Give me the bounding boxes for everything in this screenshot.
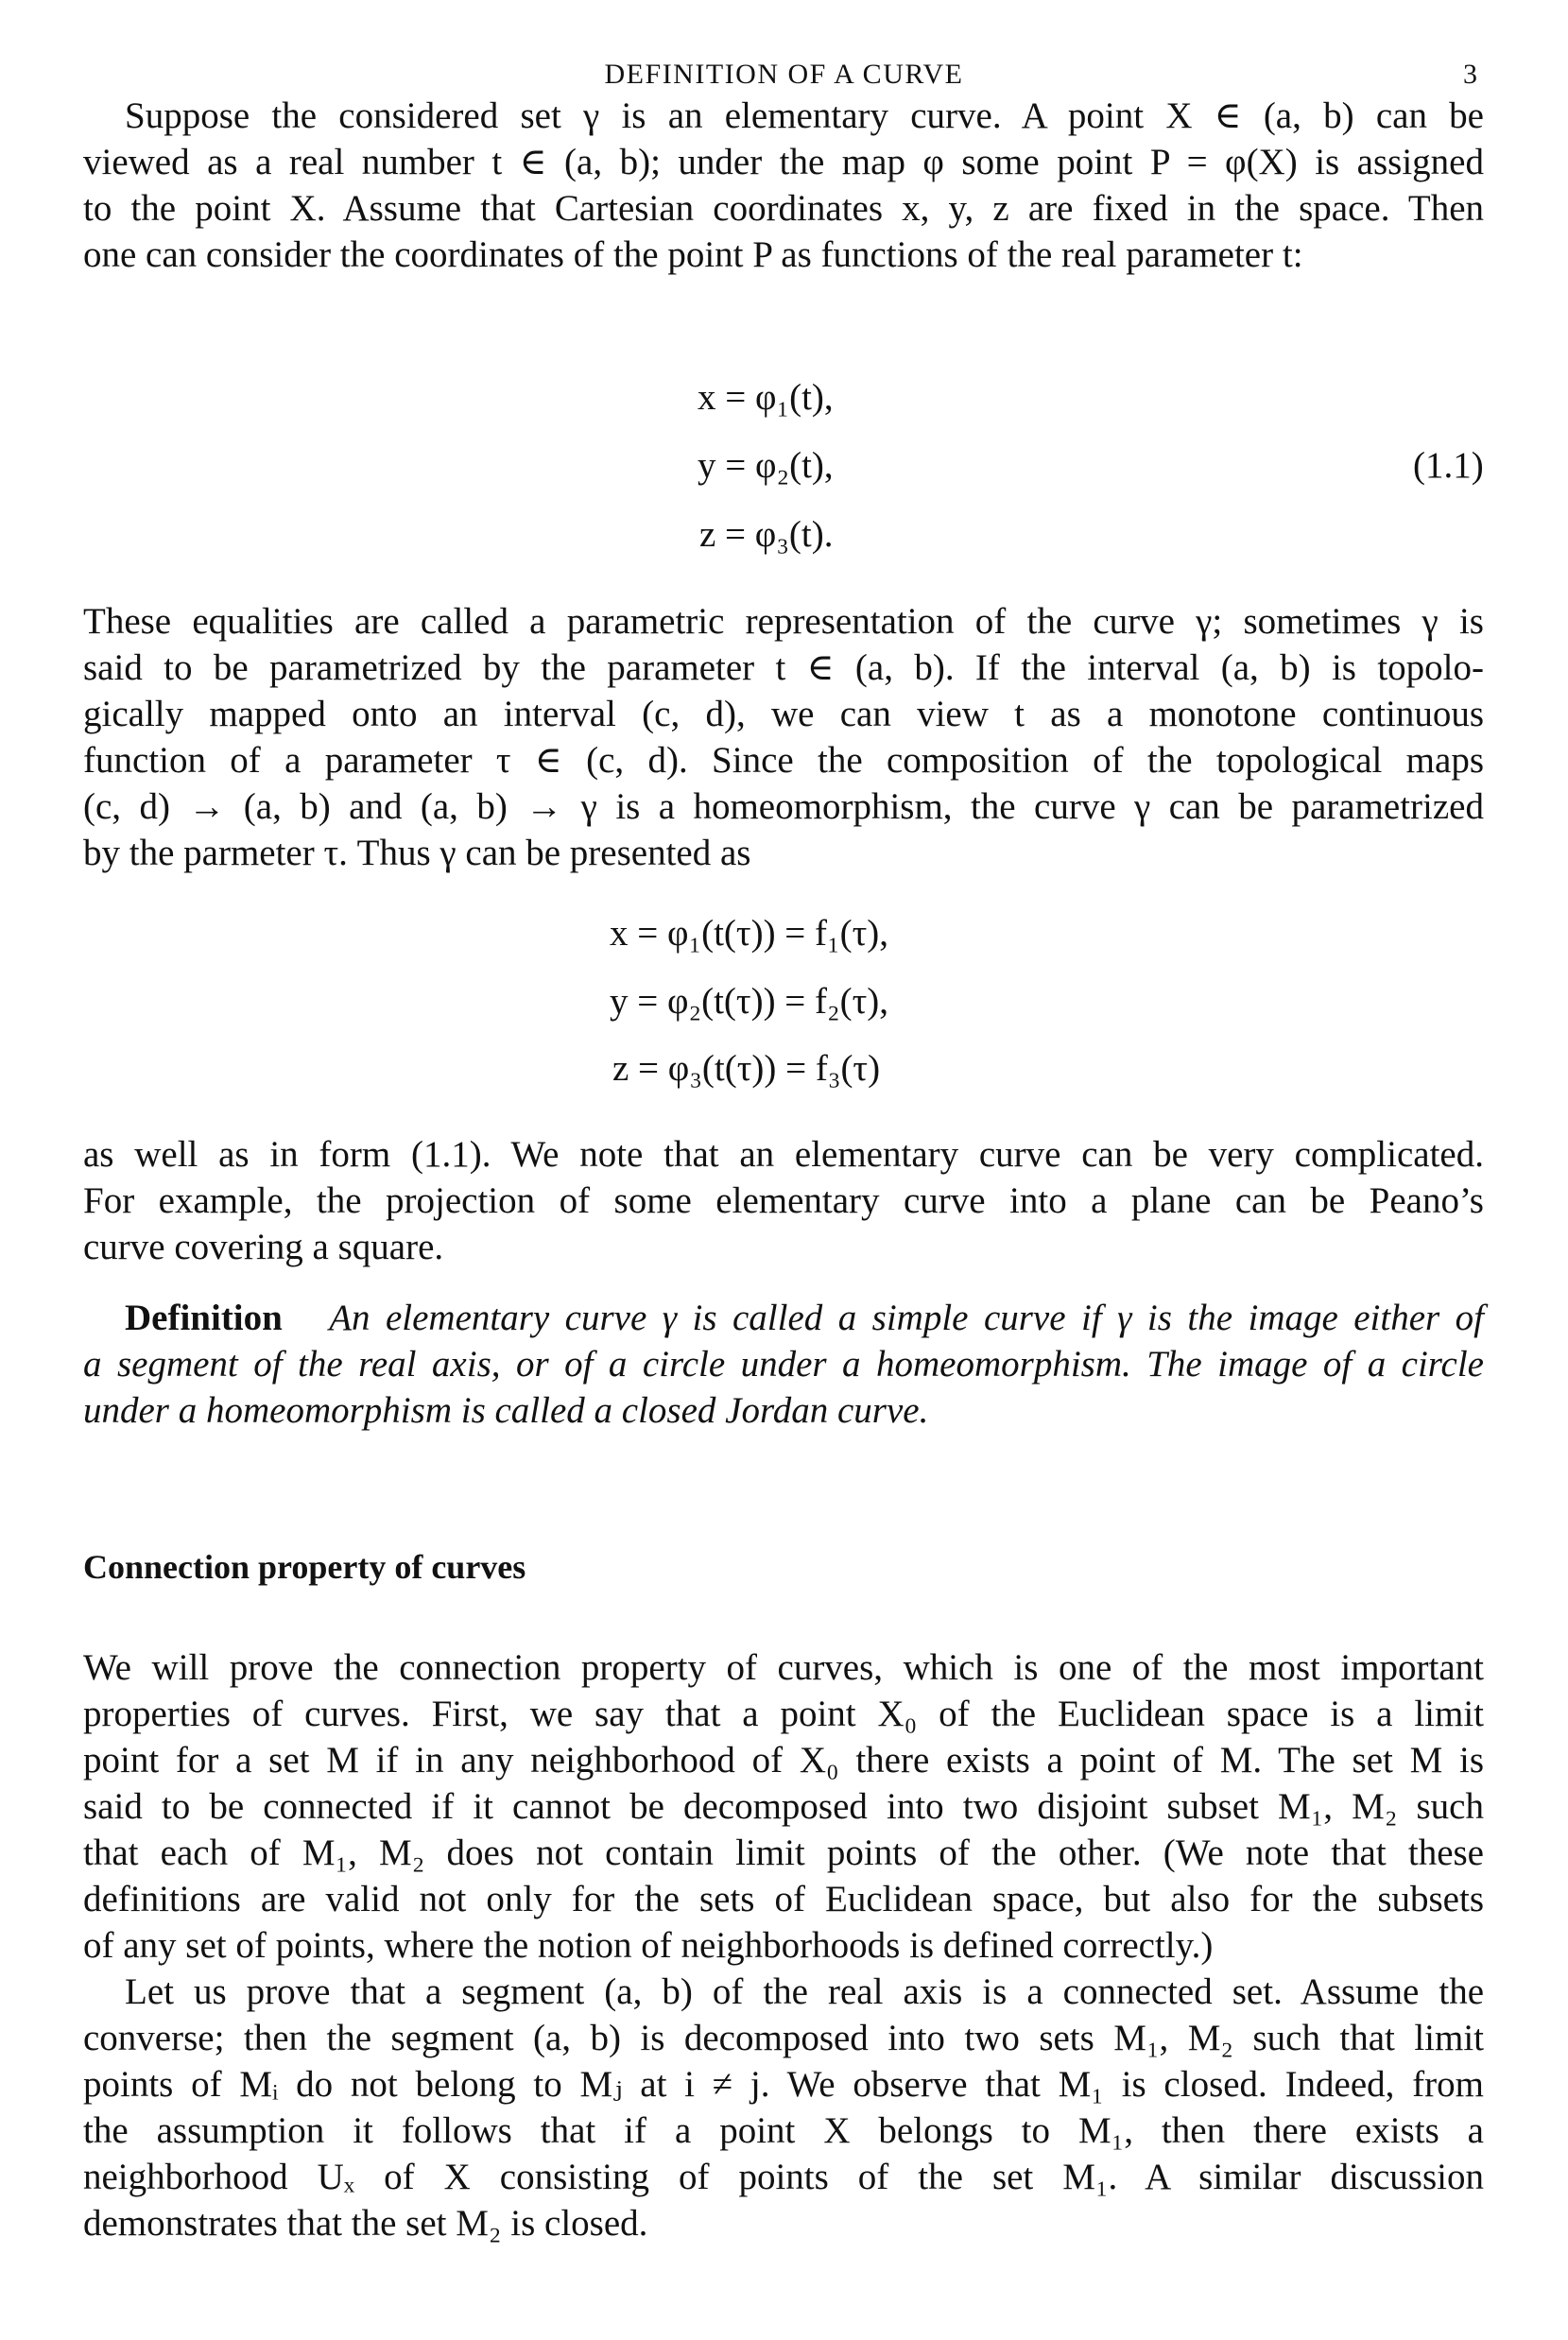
paragraph-4 — [83, 1644, 1484, 1969]
definition-label: Definition — [125, 1298, 283, 1338]
page-number: 3 — [1463, 59, 1477, 90]
definition-text: An elementary curve γ is called a simple curve if γ is the image either of — [329, 1298, 1484, 1338]
text-line: function of a parameter τ ∈ (c, d). Since the composition of the topological maps — [83, 740, 1484, 781]
text-line: demonstrates that the set M₂ is closed. — [83, 2203, 648, 2244]
text-line: We will prove the connection property of curves, which is one of the most important — [83, 1647, 1484, 1688]
running-title: DEFINITION OF A CURVE — [604, 59, 964, 90]
equation-line-x: x = φ₁(t(τ)) = f₁(τ), — [610, 913, 889, 954]
paragraph-2 — [83, 598, 1484, 876]
text-line: to the point X. Assume that Cartesian coordinates x, y, z are fixed in the space. Then — [83, 188, 1484, 229]
text-line: viewed as a real number t ∈ (a, b); under the map φ some point P = φ(X) is assigned — [83, 142, 1484, 182]
equation-line-z: z = φ₃(t(τ)) = f₃(τ) — [612, 1048, 881, 1089]
definition-text: under a homeomorphism is called a closed Jordan curve. — [83, 1390, 929, 1431]
text-line: converse; then the segment (a, b) is decomposed into two sets M₁, M₂ such that limit — [83, 2018, 1484, 2058]
text-line: one can consider the coordinates of the point P as functions of the real parameter t: — [83, 234, 1303, 275]
text-line: curve covering a square. — [83, 1227, 444, 1267]
equation-line-z: z = φ₃(t). — [699, 514, 834, 555]
text-line: Suppose the considered set γ is an elementary curve. A point X ∈ (a, b) can be — [125, 95, 1484, 136]
paragraph-3 — [83, 1131, 1484, 1270]
paragraph-5 — [83, 1969, 1484, 2246]
text-line: gically mapped onto an interval (c, d), we can view t as a monotone continuous — [83, 694, 1484, 734]
equation-line-y: y = φ₂(t(τ)) = f₂(τ), — [610, 981, 889, 1022]
text-line: as well as in form (1.1). We note that an elementary curve can be very complicated. — [83, 1134, 1484, 1175]
text-line: said to be connected if it cannot be decomposed into two disjoint subset M₁, M₂ such — [83, 1786, 1484, 1827]
text-line: that each of M₁, M₂ does not contain limit points of the other. (We note that these — [83, 1832, 1484, 1873]
text-line: (c, d) → (a, b) and (a, b) → γ is a homeomorphism, the curve γ can be parametrized — [83, 786, 1484, 827]
text-line: the assumption it follows that if a point X belongs to M₁, then there exists a — [83, 2110, 1484, 2151]
equation-line-x: x = φ₁(t), — [698, 377, 834, 418]
text-line: point for a set M if in any neighborhood of X₀ there exists a point of M. The set M is — [83, 1740, 1484, 1781]
text-line: said to be parametrized by the parameter t ∈ (a, b). If the interval (a, b) is topolo- — [83, 647, 1484, 688]
equation-line-y: y = φ₂(t), — [698, 445, 834, 486]
text-line: properties of curves. First, we say that a point X₀ of the Euclidean space is a limit — [83, 1694, 1484, 1734]
text-line: points of Mᵢ do not belong to Mⱼ at i ≠ j. We observe that M₁ is closed. Indeed, from — [83, 2064, 1484, 2105]
section-heading: Connection property of curves — [83, 1548, 526, 1586]
definition-block — [83, 1295, 1484, 1434]
paragraph-1 — [83, 93, 1484, 278]
definition-text: a segment of the real axis, or of a circle under a homeomorphism. The image of a circle — [83, 1344, 1484, 1385]
text-line: by the parmeter τ. Thus γ can be presented as — [83, 833, 751, 873]
text-line: neighborhood Uₓ of X consisting of points of the set M₁. A similar discussion — [83, 2157, 1484, 2197]
text-line: of any set of points, where the notion of neighborhoods is defined correctly.) — [83, 1925, 1214, 1966]
text-line: For example, the projection of some elementary curve into a plane can be Peano’s — [83, 1180, 1484, 1221]
text-line: Let us prove that a segment (a, b) of the real axis is a connected set. Assume the — [125, 1971, 1484, 2012]
text-line: definitions are valid not only for the sets of Euclidean space, but also for the subsets — [83, 1879, 1484, 1919]
equation-number: (1.1) — [1413, 445, 1484, 486]
definition-first-line — [83, 1295, 1484, 1341]
text-line: These equalities are called a parametric representation of the curve γ; sometimes γ is — [83, 601, 1484, 642]
